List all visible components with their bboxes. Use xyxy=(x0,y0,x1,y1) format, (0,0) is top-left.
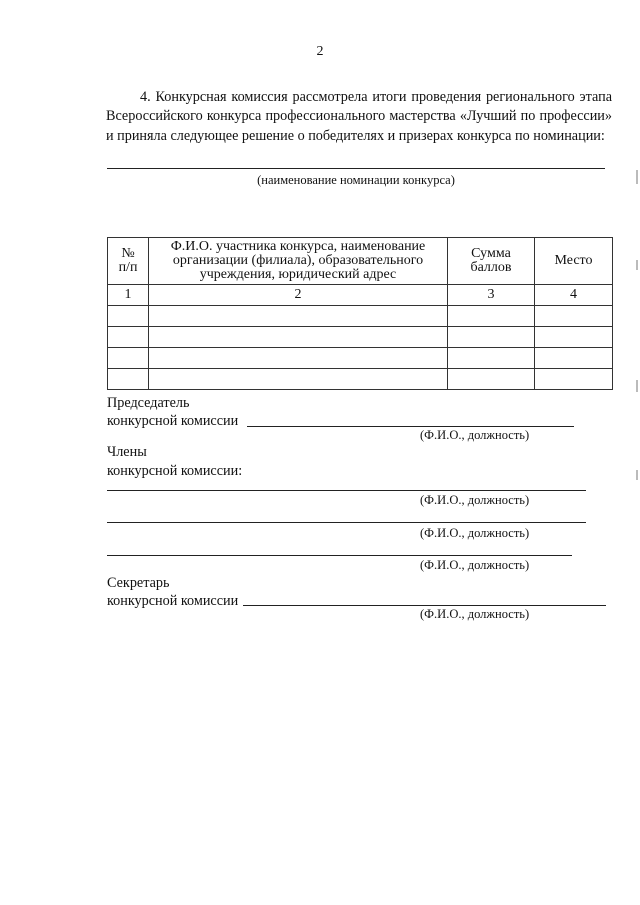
results-table xyxy=(107,237,613,390)
member-fio-caption: (Ф.И.О., должность) xyxy=(420,526,530,540)
header-place: Место xyxy=(535,238,613,285)
chair-label-line2: конкурсной комиссии xyxy=(107,413,239,429)
header-participant: Ф.И.О. участника конкурса, наименование организации (филиала), образовательного учреждения, юридический адрес xyxy=(149,238,448,285)
index-cell: 2 xyxy=(149,285,448,306)
nomination-caption: (наименование номинации конкурса) xyxy=(257,173,455,187)
table-row xyxy=(108,369,613,390)
table-row xyxy=(108,348,613,369)
secretary-label-line2: конкурсной комиссии xyxy=(107,593,239,609)
scan-edge-mark xyxy=(636,260,638,270)
members-label-line2: конкурсной комиссии: xyxy=(107,463,243,479)
index-cell: 4 xyxy=(535,285,613,306)
header-num: № п/п xyxy=(108,238,149,285)
scan-edge-mark xyxy=(636,380,638,392)
secretary-signature-line xyxy=(243,605,606,606)
chair-label-line1: Председатель xyxy=(107,395,190,411)
table-index-row xyxy=(108,285,613,306)
nomination-line xyxy=(107,168,605,169)
chair-signature-line xyxy=(247,426,574,427)
scan-edge-mark xyxy=(636,170,638,184)
table-row xyxy=(108,327,613,348)
index-cell: 1 xyxy=(108,285,149,306)
member-signature-line xyxy=(107,555,572,556)
page-number: 2 xyxy=(316,44,324,59)
member-fio-caption: (Ф.И.О., должность) xyxy=(420,493,530,507)
chair-fio-caption: (Ф.И.О., должность) xyxy=(420,428,530,442)
table-row xyxy=(108,306,613,327)
member-signature-line xyxy=(107,490,586,491)
header-score: Сумма баллов xyxy=(448,238,535,285)
secretary-label-line1: Секретарь xyxy=(107,575,170,591)
member-fio-caption: (Ф.И.О., должность) xyxy=(420,558,530,572)
table-header-row xyxy=(108,238,613,285)
secretary-fio-caption: (Ф.И.О., должность) xyxy=(420,607,530,621)
decision-paragraph: 4. Конкурсная комиссия рассмотрела итоги проведения регионального этапа Всероссийского конкурса профессионального мастерства «Лучший по профессии» и приняла следующее решение о победителях и призерах конкурса по номинации: xyxy=(106,89,612,144)
member-signature-line xyxy=(107,522,586,523)
index-cell: 3 xyxy=(448,285,535,306)
members-label-line1: Члены xyxy=(107,444,147,460)
scan-edge-mark xyxy=(636,470,638,480)
